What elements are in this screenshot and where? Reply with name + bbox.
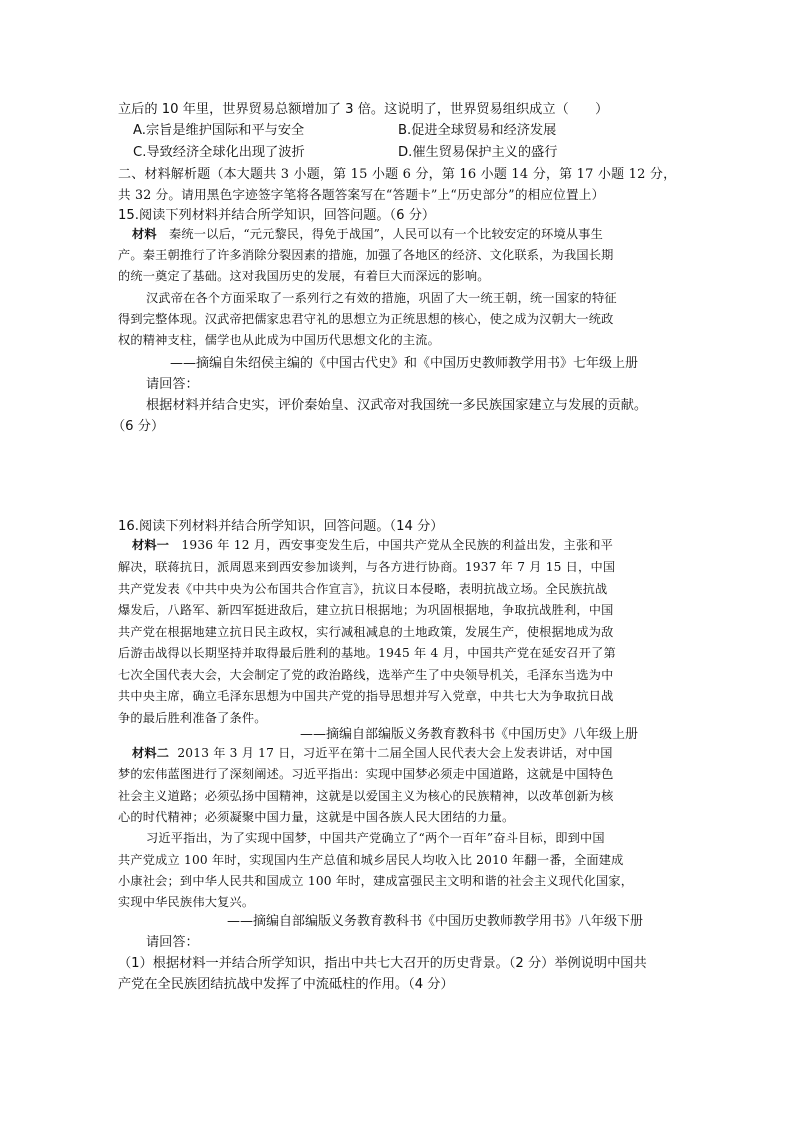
q15-p2-line3: 权的精神支柱，儒学也从此成为中国历代思想文化的主流。	[118, 333, 441, 347]
q16-m2-label: 材料二	[132, 746, 170, 760]
q15-p2-line1: 汉武帝在各个方面采取了一系列行之有效的措施，巩固了大一统王朝，统一国家的特征	[146, 291, 617, 305]
q16-m1-line7: 七次全国代表大会，大会制定了党的政治路线，选举产生了中央领导机关，毛泽东当选为中	[118, 668, 614, 682]
q15-p2-line2: 得到完整体现。汉武帝把儒家忠君守礼的思想立为正统思想的核心，使之成为汉朝大一统政	[118, 312, 614, 326]
q14-option-b: B.促进全球贸易和经济发展	[398, 123, 557, 138]
q16-m1-line9: 争的最后胜利准备了条件。	[118, 711, 267, 725]
q16-m2-line2: 梦的宏伟蓝图进行了深刻阐述。习近平指出：实现中国梦必须走中国道路，这就是中国特色	[118, 767, 614, 781]
q16-m1-text: 1936 年 12 月，西安事变发生后，中国共产党从全民族的利益出发，主张和平	[181, 538, 613, 552]
q16-sub1-line2: 产党在全民族团结抗战中发挥了中流砥柱的作用。（4 分）	[118, 977, 454, 992]
q16-m2-line1	[132, 744, 613, 761]
q16-m2-line3: 社会主义道路；必须弘扬中国精神，这就是以爱国主义为核心的民族精神，以改革创新为核	[118, 789, 614, 803]
q16-m1-line8: 共中央主席，确立毛泽东思想为中国共产党的指导思想并写入党章，中共七大为争取抗日战	[118, 689, 614, 703]
q16-m2-p2-line2: 共产党成立 100 年时，实现国内生产总值和城乡居民人均收入比 2010 年翻一番，全面建成	[118, 853, 624, 867]
q16-m1-line3: 共产党发表《中共中央为公布国共合作宣言》，抗议日本侵略，表明抗战立场。全民族抗战	[118, 582, 608, 596]
section2-heading-line2: 共 32 分。请用黑色字迹签字笔将各题答案写在“答题卡”上“历史部分”的相应位置上）	[118, 187, 605, 202]
q16-m1-line6: 后游击战得以长期坚持并取得最后胜利的基地。1945 年 4 月，中国共产党在延安召开了第	[118, 646, 616, 660]
q15-p1-line3: 的统一奠定了基础。这对我国历史的发展，有着巨大而深远的影响。	[118, 269, 490, 283]
q16-m1-label: 材料一	[132, 538, 170, 552]
q15-p1-line2: 产。秦王朝推行了许多消除分裂因素的措施，加强了各地区的经济、文化联系，为我国长期	[118, 248, 614, 262]
q16-m2-source: ——摘编自部编版义务教育教科书《中国历史教师教学用书》八年级下册	[227, 914, 644, 929]
q16-m1-line5: 共产党在根据地建立抗日民主政权，实行减租减息的土地政策，发展生产，使根据地成为敌	[118, 625, 614, 639]
q16-answer-prompt: 请回答：	[146, 935, 199, 950]
q15-source: ——摘编自朱绍侯主编的《中国古代史》和《中国历史教师教学用书》七年级上册	[170, 356, 639, 371]
q14-stem-tail: 立后的 10 年里，世界贸易总额增加了 3 倍。这说明了，世界贸易组织成立（ ）	[118, 102, 609, 117]
q14-option-d: D.催生贸易保护主义的盛行	[398, 145, 558, 160]
q15-question-line1: 根据材料并结合史实，评价秦始皇、汉武帝对我国统一多民族国家建立与发展的贡献。	[146, 398, 648, 413]
q15-answer-prompt: 请回答：	[146, 377, 199, 392]
q16-m2-p2-line3: 小康社会；到中华人民共和国成立 100 年时，建成富强民主文明和谐的社会主义现代化国家，	[118, 874, 634, 888]
q16-m2-text: 2013 年 3 月 17 日，习近平在第十二届全国人民代表大会上发表讲话，对中国	[177, 746, 613, 760]
q16-m2-line4: 心的时代精神；必须凝聚中国力量，这就是中国各族人民大团结的力量。	[118, 810, 515, 824]
q16-m1-line1	[132, 536, 613, 553]
q16-m1-source: ——摘编自部编版义务教育教科书《中国历史》八年级上册	[300, 727, 639, 742]
q16-title: 16.阅读下列材料并结合所学知识，回答问题。（14 分）	[118, 519, 444, 534]
q14-option-a: A.宗旨是维护国际和平与安全	[133, 123, 305, 138]
q16-m1-line2: 解决，联蒋抗日，派周恩来到西安参加谈判，与各方进行协商。1937 年 7 月 15 日，中国	[118, 560, 616, 574]
q15-title: 15.阅读下列材料并结合所学知识，回答问题。（6 分）	[118, 208, 436, 223]
q16-m2-p2-line1: 习近平指出，为了实现中国梦，中国共产党确立了“两个一百年”奋斗目标，即到中国	[146, 831, 605, 845]
q15-p1-line1	[132, 225, 603, 242]
q16-sub1-line1: （1）根据材料一并结合所学知识，指出中共七大召开的历史背景。（2 分）举例说明中国共	[118, 956, 647, 971]
section2-heading-line1: 二、材料解析题（本大题共 3 小题，第 15 小题 6 分，第 16 小题 14 分，第 17 小题 12 分，	[118, 167, 677, 182]
q16-m2-p2-line4: 实现中华民族伟大复兴。	[118, 895, 255, 909]
q14-option-c: C.导致经济全球化出现了波折	[133, 145, 305, 160]
q16-m1-line4: 爆发后，八路军、新四军挺进敌后，建立抗日根据地；为巩固根据地，争取抗战胜利，中国	[118, 603, 614, 617]
q15-p1-text: 秦统一以后，“元元黎民，得免于战国”，人民可以有一个比较安定的环境从事生	[169, 227, 604, 241]
q15-material-label: 材料	[132, 227, 157, 241]
q15-question-line2: （6 分）	[112, 419, 165, 434]
